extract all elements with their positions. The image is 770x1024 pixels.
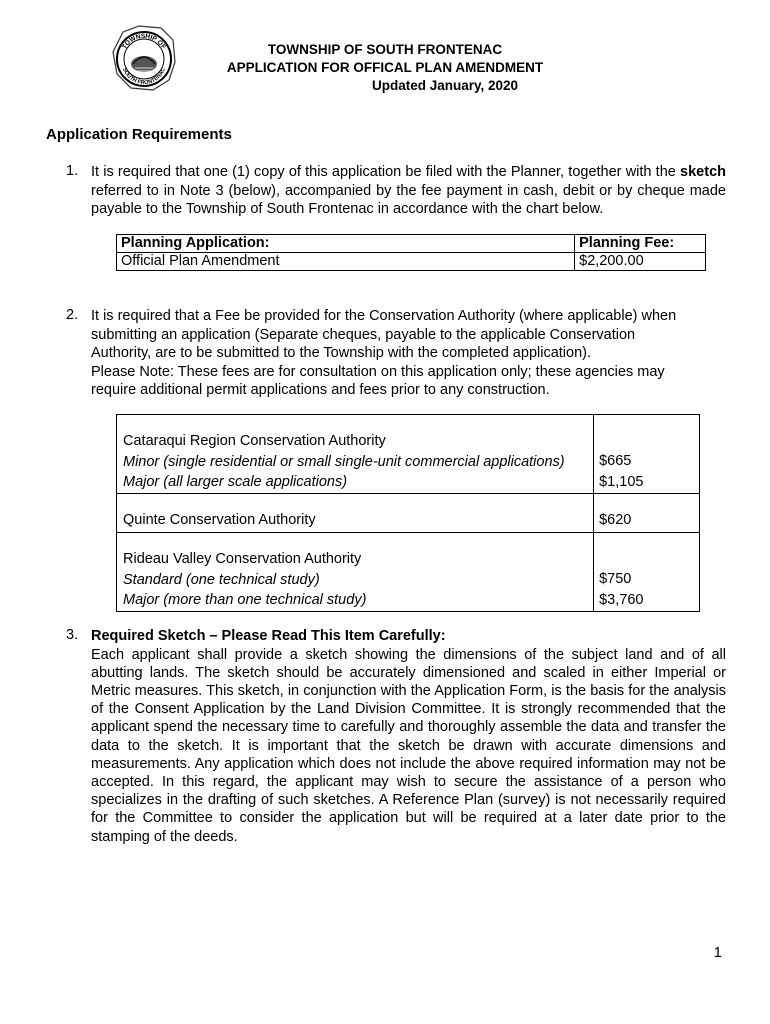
fee-table-row bbox=[117, 253, 706, 271]
ca-row-cataraqui bbox=[117, 415, 700, 494]
conservation-authority-table bbox=[116, 414, 700, 612]
ca-cataraqui-major: Major (all larger scale applications) bbox=[123, 474, 348, 490]
item3-body: Each applicant shall provide a sketch showing the dimensions of the subject land and of all abutting lands. The sketch should be accurately dimensioned and scaled in either Imperial or Metric measures. This sketch, in conjunction with the Application Form, is the basis for the analysis of the Consent Application by the Land Division Committee. It is strongly recommended that the applicant spend the necessary time to carefully and thoroughly assemble the data and transfer the data to the sketch. It is important that the sketch be drawn with accurate dimensions and measurements. Any application which does not include the above required information may not be accepted. In this regard, the applicant may wish to secure the assistance of a person who specializes in the drafting of such sketches. A Reference Plan (survey) is not necessarily required for the Committee to consider the application but will be required at a later date prior to the stamping of the deeds. bbox=[91, 646, 726, 845]
header-line-1: TOWNSHIP OF SOUTH FRONTENAC bbox=[267, 42, 503, 57]
ca-cataraqui-fee-major: $1,105 bbox=[599, 473, 644, 490]
item2-number: 2. bbox=[66, 307, 79, 323]
item2-line: It is required that a Fee be provided for the Conservation Authority (where applicable) when bbox=[91, 308, 677, 324]
ca-cataraqui-fees bbox=[594, 415, 700, 494]
page-number: 1 bbox=[713, 944, 722, 961]
logo-bottom-text: SOUTH FRONTENAC bbox=[121, 67, 167, 87]
ca-rideau-cell bbox=[117, 533, 594, 612]
fee-table-header-fee: Planning Fee: bbox=[575, 235, 706, 253]
ca-cataraqui-cell bbox=[117, 415, 594, 494]
header-line-2: APPLICATION FOR OFFICAL PLAN AMENDMENT bbox=[226, 60, 544, 75]
ca-rideau-name: Rideau Valley Conservation Authority bbox=[123, 551, 362, 567]
fee-table-header-row bbox=[117, 235, 706, 253]
ca-quinte-name: Quinte Conservation Authority bbox=[117, 493, 594, 533]
item2-paragraph bbox=[91, 307, 751, 400]
item3-block bbox=[91, 627, 726, 846]
logo-top-text: TOWNSHIP OF bbox=[121, 32, 167, 51]
ca-quinte-fee: $620 bbox=[594, 493, 700, 533]
item1-bold-word: sketch bbox=[680, 164, 726, 180]
item1-text-after: referred to in Note 3 (below), accompanied by the fee payment in cash, debit or by cheque made payable to the Township of South Frontenac in accordance with the chart below. bbox=[91, 182, 726, 218]
item2-line: submitting an application (Separate cheques, payable to the applicable Conservation bbox=[91, 326, 636, 343]
ca-rideau-major: Major (more than one technical study) bbox=[123, 592, 367, 608]
item1-number: 1. bbox=[66, 163, 79, 179]
fee-table-fee: $2,200.00 bbox=[575, 253, 706, 271]
ca-cataraqui-minor: Minor (single residential or small single-unit commercial applications) bbox=[123, 453, 565, 470]
ca-rideau-fees bbox=[594, 533, 700, 612]
item2-line: require additional permit applications and fees prior to any construction. bbox=[91, 382, 550, 399]
ca-rideau-fee-major: $3,760 bbox=[599, 591, 644, 608]
item1-paragraph bbox=[91, 163, 726, 219]
item3-heading: Required Sketch – Please Read This Item Carefully: bbox=[91, 628, 446, 644]
header-line-3: Updated January, 2020 bbox=[371, 78, 519, 93]
ca-cataraqui-name: Cataraqui Region Conservation Authority bbox=[123, 433, 386, 449]
ca-rideau-standard: Standard (one technical study) bbox=[123, 571, 320, 588]
item2-line: Please Note: These fees are for consultation on this application only; these agencies may bbox=[91, 363, 665, 380]
ca-row-rideau bbox=[117, 533, 700, 612]
ca-rideau-fee-standard: $750 bbox=[599, 571, 632, 587]
fee-table-application: Official Plan Amendment bbox=[117, 253, 575, 271]
item1-text-before: It is required that one (1) copy of this application be filed with the Planner, together with the bbox=[91, 164, 676, 180]
item2-line: Authority, are to be submitted to the Township with the completed application). bbox=[91, 345, 591, 362]
item3-number: 3. bbox=[66, 627, 79, 643]
ca-row-quinte bbox=[117, 493, 700, 533]
fee-table-header-application: Planning Application: bbox=[117, 235, 575, 253]
planning-fee-table bbox=[116, 234, 706, 271]
ca-cataraqui-fee-minor: $665 bbox=[599, 453, 632, 469]
section-title: Application Requirements bbox=[46, 126, 232, 143]
